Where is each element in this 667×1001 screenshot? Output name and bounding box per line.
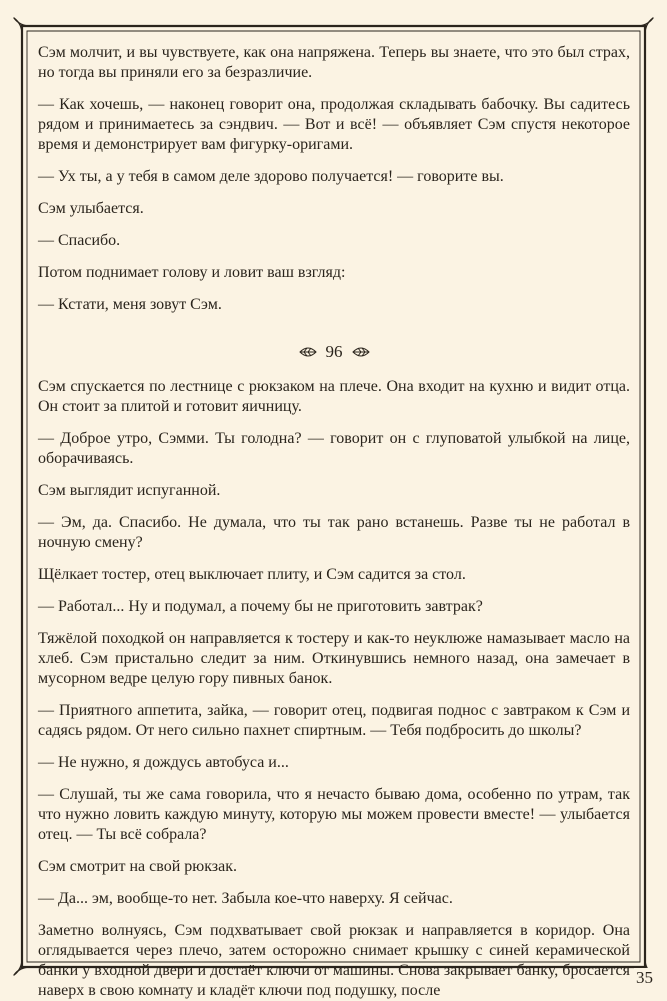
page-number: 35: [636, 968, 653, 987]
paragraph: Тяжёлой походкой он направляется к тостеру и как-то неуклюже намазывает масло на хлеб. Сэм пристально следит за ним. Откинувшись немного назад, она замечает в мусорном ведре целую гору пивных банок.: [38, 630, 630, 687]
left-leaf-ornament-icon: [298, 344, 318, 360]
text-block-after: [38, 377, 630, 1001]
paragraph: — Кстати, меня зовут Сэм.: [38, 296, 222, 313]
paragraph: — Работал... Ну и подумал, а почему бы не приготовить завтрак?: [38, 598, 483, 615]
paragraph: — Эм, да. Спасибо. Не думала, что ты так рано встанешь. Разве ты не работал в ночную смену?: [38, 514, 630, 551]
paragraph: Щёлкает тостер, отец выключает плиту, и Сэм садится за стол.: [38, 566, 466, 583]
paragraph: — Приятного аппетита, зайка, — говорит отец, подвигая поднос с завтраком к Сэм и садясь рядом. От него сильно пахнет спиртным. — Тебя подбросить до школы?: [38, 702, 630, 739]
paragraph: Потом поднимает голову и ловит ваш взгляд:: [38, 264, 346, 281]
paragraph: Сэм смотрит на свой рюкзак.: [38, 858, 237, 875]
paragraph: — Не нужно, я дождусь автобуса и...: [38, 754, 289, 771]
paragraph: Сэм молчит, и вы чувствуете, как она напряжена. Теперь вы знаете, что это был страх, но тогда вы приняли его за безразличие.: [38, 44, 630, 81]
paragraph: — Как хочешь, — наконец говорит она, продолжая складывать бабочку. Вы садитесь рядом и принимаетесь за сэндвич. — Вот и всё! — объявляет Сэм спустя некоторое время и демонстрирует вам фигурку-оригами.: [38, 96, 630, 153]
section-heading: [38, 341, 630, 363]
right-leaf-ornament-icon: [351, 344, 371, 360]
paragraph: Сэм выглядит испуганной.: [38, 482, 221, 499]
paragraph: — Да... эм, вообще-то нет. Забыла кое-что наверху. Я сейчас.: [38, 890, 453, 907]
paragraph: Сэм улыбается.: [38, 200, 144, 217]
page-body: [38, 43, 630, 999]
paragraph: — Слушай, ты же сама говорила, что я нечасто бываю дома, особенно по утрам, так что нужно ловить каждую минуту, которую мы можем провести вместе! — улыбается отец. — Ты всё собрала?: [38, 786, 630, 843]
text-block-before: [38, 43, 630, 315]
paragraph: Сэм спускается по лестнице с рюкзаком на плече. Она входит на кухню и видит отца. Он стоит за плитой и готовит яичницу.: [38, 378, 630, 415]
section-number: 96: [325, 342, 343, 361]
paragraph: — Спасибо.: [38, 232, 121, 249]
paragraph: — Ух ты, а у тебя в самом деле здорово получается! — говорите вы.: [38, 168, 504, 185]
paragraph: — Доброе утро, Сэмми. Ты голодна? — говорит он с глуповатой улыбкой на лице, оборачиваясь.: [38, 430, 630, 467]
paragraph: Заметно волнуясь, Сэм подхватывает свой рюкзак и направляется в коридор. Она оглядывается через плечо, затем осторожно снимает крышку с синей керамической банки у входной двери и достаёт ключи от машины. Снова закрывает банку, бросается наверх в свою комнату и кладёт ключи под подушку, после: [38, 922, 630, 999]
